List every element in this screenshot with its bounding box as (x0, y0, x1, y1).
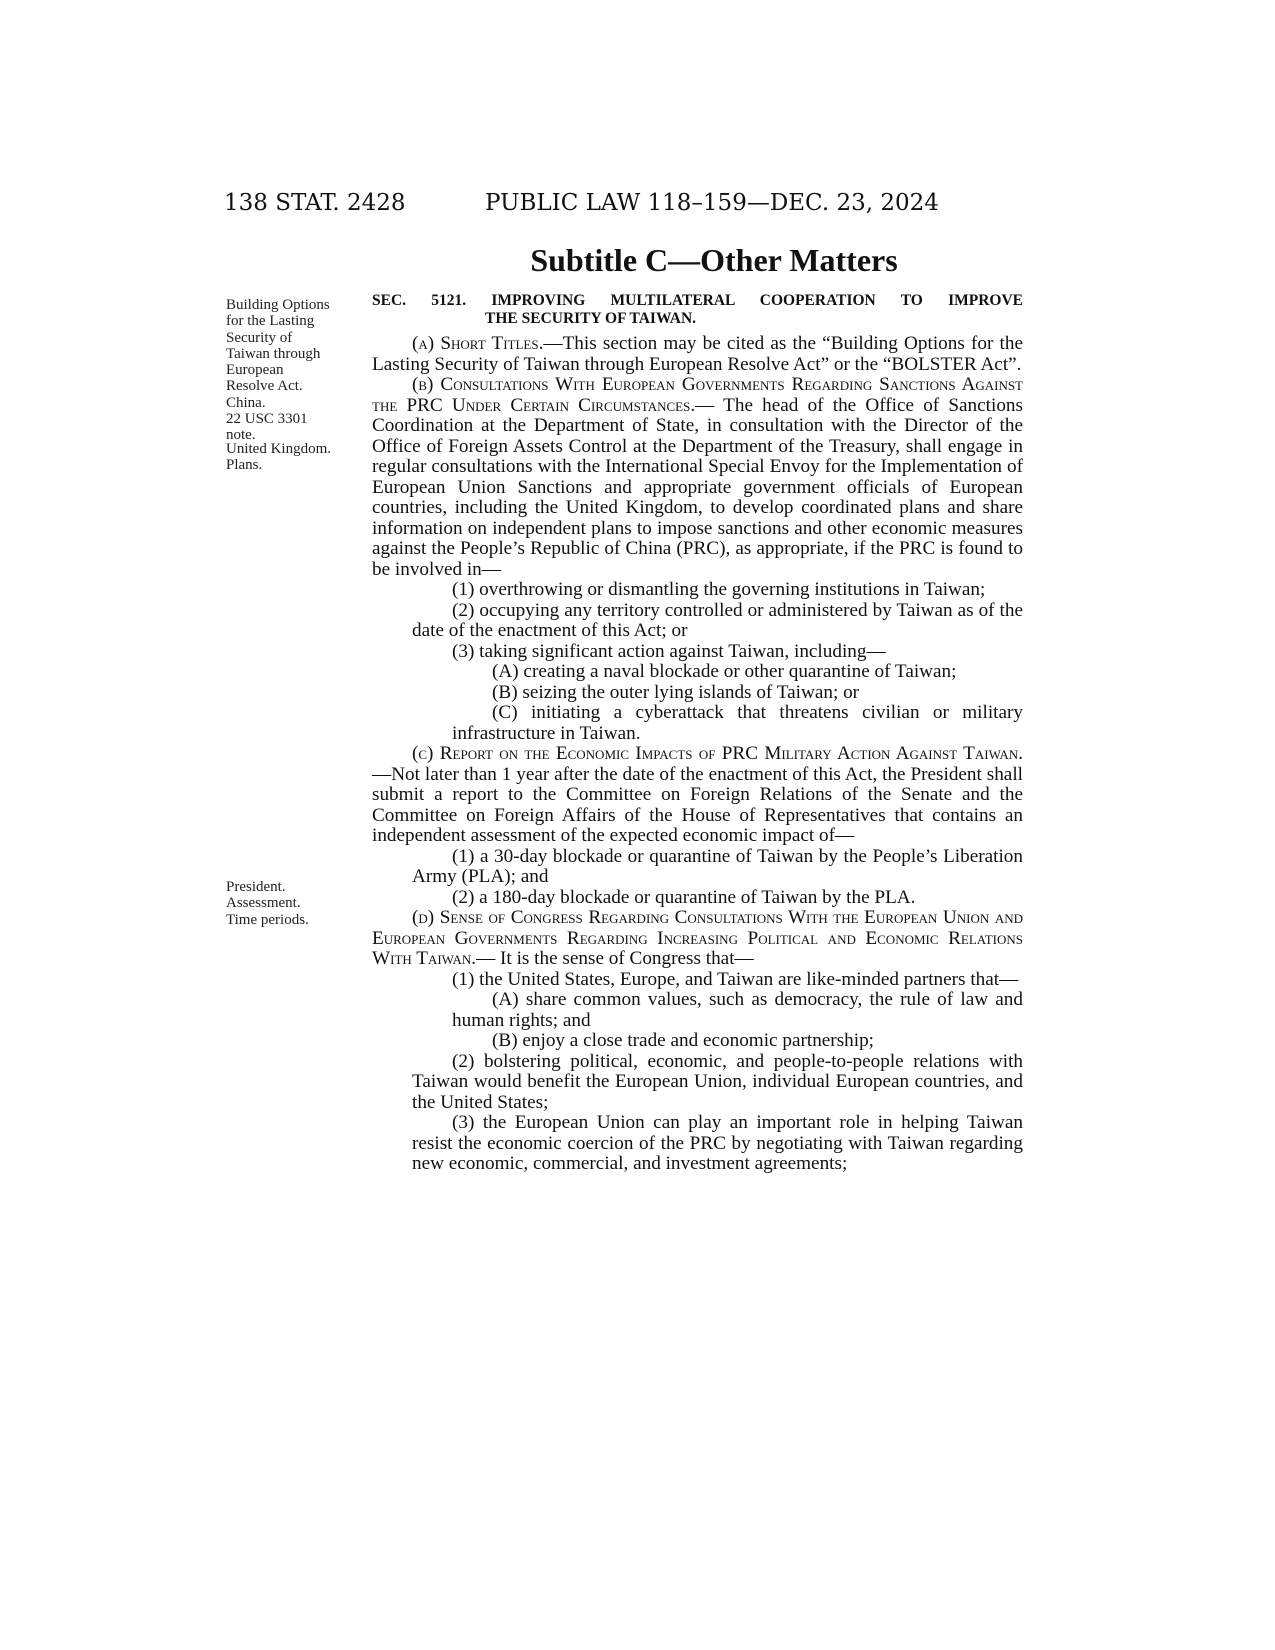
subsection-b (372, 375, 1023, 580)
subsection-b-heading: (b) Consultations With European Governments Regarding Sanctions Against the PRC Under Certain Circumstances. (372, 374, 1023, 416)
margin-note-line: United Kingdom. (226, 441, 331, 457)
public-law-reference: PUBLIC LAW 118–159—DEC. 23, 2024 (485, 190, 939, 216)
subsection-c-text: —Not later than 1 year after the date of the enactment of this Act, the President shall submit a report to the Committee on Foreign Relations of the Senate and the Committee on Foreign Affairs of the House of Representatives that contains an independent assessment of the expected economic impact of— (372, 763, 1023, 846)
section-heading: SEC. 5121. IMPROVING MULTILATERAL COOPERATION TO IMPROVE (372, 292, 1023, 309)
margin-note-uk-plans (226, 441, 352, 474)
stat-reference: 138 STAT. 2428 (224, 190, 406, 216)
section-heading-continued: THE SECURITY OF TAIWAN. (485, 309, 697, 327)
subtitle-heading: Subtitle C—Other Matters (530, 242, 898, 278)
margin-note-line: 22 USC 3301 (226, 411, 308, 428)
paragraph-b1: (1) overthrowing or dismantling the governing institutions in Taiwan; (452, 579, 986, 600)
subsection-a-heading: (a) Short Titles. (412, 333, 544, 354)
paragraph-d3: (3) the European Union can play an important role in helping Taiwan resist the economic coercion of the PRC by negotiating with Taiwan regarding new economic, commercial, and investment agreements; (412, 1112, 1023, 1174)
margin-note-president (226, 879, 352, 928)
section-body (372, 292, 1023, 1175)
subparagraph-b3a: (A) creating a naval blockade or other quarantine of Taiwan; (492, 661, 957, 682)
paragraph-d1: (1) the United States, Europe, and Taiwan are like-minded partners that— (452, 968, 1019, 990)
margin-note-line: Assessment. (226, 895, 301, 912)
subparagraph-b3c: (C) initiating a cyberattack that threatens civilian or military infrastructure in Taiwan. (452, 702, 1023, 744)
paragraph-c1: (1) a 30-day blockade or quarantine of Taiwan by the People’s Liberation Army (PLA); and (412, 845, 1023, 887)
subsection-a (372, 334, 1023, 375)
paragraph-c2: (2) a 180-day blockade or quarantine of Taiwan by the PLA. (452, 886, 916, 908)
subsection-a-text: —This section may be cited as the “Building Options for the Lasting Security of Taiwan through European Resolve Act” or the “BOLSTER Act”. (372, 333, 1023, 375)
margin-note-line: Plans. (226, 457, 263, 474)
subsection-c-heading: (c) Report on the Economic Impacts of PRC Military Action Against Taiwan. (412, 743, 1023, 764)
subparagraph-d1a: (A) share common values, such as democracy, the rule of law and human rights; and (452, 989, 1023, 1031)
subsection-d-text: — It is the sense of Congress that— (476, 948, 754, 969)
margin-note-short-title (226, 297, 352, 444)
subsection-b-text: — The head of the Office of Sanctions Coordination at the Department of State, in consultation with the Director of the Office of Foreign Assets Control at the Department of the Treasury, shall engage in regular consultations with the International Special Envoy for the Implementation of European Union Sanctions and appropriate government officials of European countries, including the United Kingdom, to develop coordinated plans and share information on independent plans to impose sanctions and other economic measures against the People’s Republic of China (PRC), as appropriate, if the PRC is found to be involved in— (372, 394, 1023, 580)
subsection-d-heading: (d) Sense of Congress Regarding Consultations With the European Union and European Governments Regarding Increasing Political and Economic Relations With Taiwan. (372, 907, 1023, 969)
subparagraph-d1b: (B) enjoy a close trade and economic partnership; (492, 1030, 875, 1051)
margin-note-line: Building Options (226, 297, 330, 313)
margin-note-line: note. (226, 427, 256, 444)
margin-note-line: Security of (226, 329, 293, 346)
paragraph-d2: (2) bolstering political, economic, and people-to-people relations with Taiwan would benefit the European Union, individual European countries, and the United States; (412, 1050, 1023, 1113)
margin-note-line: Resolve Act. (226, 378, 303, 395)
subparagraph-b3b: (B) seizing the outer lying islands of Taiwan; or (492, 681, 860, 703)
margin-note-line: Time periods. (226, 911, 309, 928)
margin-note-line: China. (226, 394, 266, 411)
subsection-d (372, 908, 1023, 970)
subsection-c (372, 744, 1023, 847)
margin-note-line: President. (226, 879, 286, 895)
margin-note-line: Taiwan through (226, 345, 321, 362)
paragraph-b2: (2) occupying any territory controlled or administered by Taiwan as of the date of the enactment of this Act; or (412, 599, 1023, 641)
paragraph-b3: (3) taking significant action against Taiwan, including— (452, 640, 886, 662)
margin-note-line: for the Lasting (226, 313, 315, 330)
margin-note-line: European (226, 362, 284, 379)
